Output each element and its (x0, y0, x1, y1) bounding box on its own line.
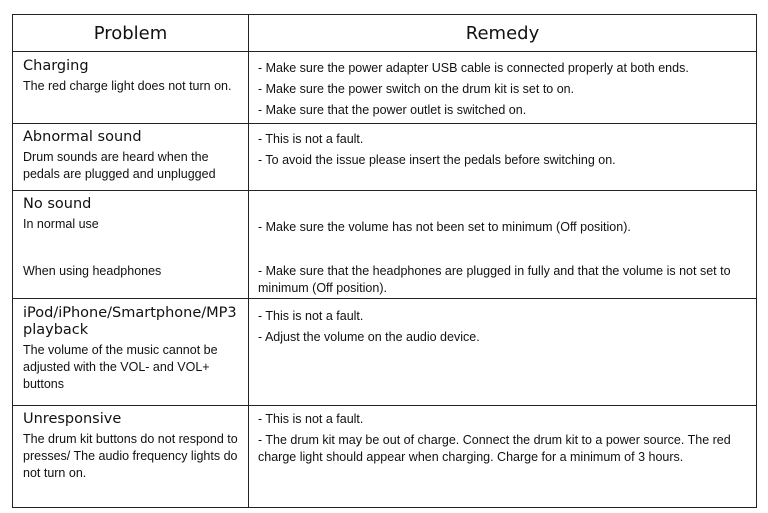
remedy-line: - The drum kit may be out of charge. Connect the drum kit to a power source. The red charge light should appear when charging. Charge for a minimum of 3 hours. (258, 433, 731, 464)
problem-cell-abnormal-sound (23, 129, 243, 183)
problem-description: The volume of the music cannot be adjusted with the VOL- and VOL+ buttons (23, 343, 218, 391)
problem-cell-unresponsive (23, 411, 243, 482)
row-divider (13, 190, 756, 191)
remedy-line: - This is not a fault. (258, 412, 364, 426)
remedy-column-header: Remedy (465, 22, 540, 44)
problem-title: Unresponsive (23, 411, 122, 427)
remedy-cell-no-sound-headphones (258, 263, 748, 301)
problem-title: No sound (23, 196, 92, 212)
problem-description: In normal use (23, 217, 99, 231)
troubleshooting-table (12, 14, 757, 508)
remedy-line: - Make sure the power switch on the drum kit is set to on. (258, 82, 575, 96)
remedy-line: - Make sure the power adapter USB cable is connected properly at both ends. (258, 61, 689, 75)
remedy-line: - Make sure that the headphones are plugged in fully and that the volume is not set to minimum (Off position). (258, 264, 731, 295)
remedy-cell-no-sound (258, 219, 748, 240)
problem-description: When using headphones (23, 264, 162, 278)
row-divider (13, 405, 756, 406)
problem-cell-no-sound-headphones (23, 263, 243, 280)
problem-title: Charging (23, 58, 89, 74)
remedy-cell-abnormal-sound (258, 131, 748, 173)
remedy-line: - Make sure the volume has not been set to minimum (Off position). (258, 220, 631, 234)
column-divider (248, 15, 249, 507)
problem-cell-playback (23, 305, 247, 393)
problem-cell-charging (23, 58, 243, 95)
remedy-line: - Adjust the volume on the audio device. (258, 330, 480, 344)
row-divider (13, 51, 756, 52)
remedy-line: - This is not a fault. (258, 132, 364, 146)
remedy-line: - This is not a fault. (258, 309, 364, 323)
problem-title: iPod/iPhone/Smartphone/MP3 playback (23, 305, 237, 338)
remedy-line: - Make sure that the power outlet is switched on. (258, 103, 527, 117)
remedy-cell-unresponsive (258, 411, 748, 470)
problem-cell-no-sound (23, 196, 243, 233)
problem-title: Abnormal sound (23, 129, 142, 145)
row-divider (13, 123, 756, 124)
problem-description: The red charge light does not turn on. (23, 79, 232, 93)
remedy-cell-charging (258, 60, 748, 123)
remedy-cell-playback (258, 308, 748, 350)
problem-description: The drum kit buttons do not respond to presses/ The audio frequency lights do not turn on. (23, 432, 238, 480)
remedy-line: - To avoid the issue please insert the pedals before switching on. (258, 153, 616, 167)
problem-column-header: Problem (93, 22, 168, 44)
problem-description: Drum sounds are heard when the pedals are plugged and unplugged (23, 150, 216, 181)
